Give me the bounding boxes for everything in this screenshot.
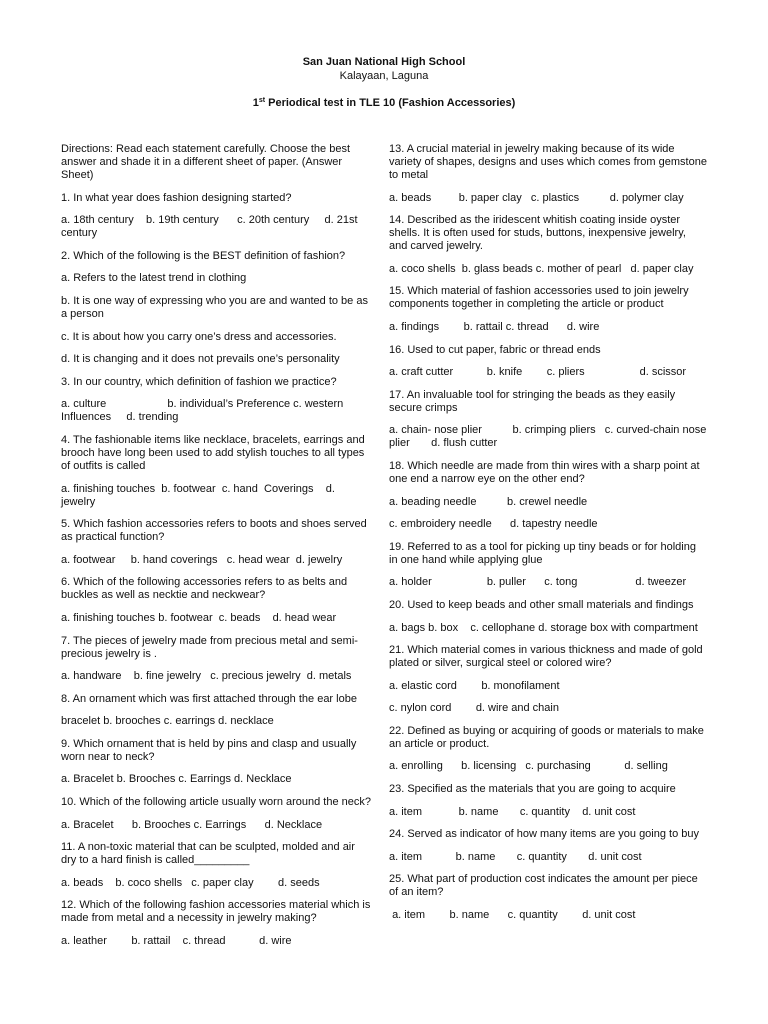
choices-11: a. beads b. coco shells c. paper clay d. seeds xyxy=(61,876,320,889)
question-18: 18. Which needle are made from thin wires with a sharp point at one end a narrow eye on the other end? xyxy=(389,459,703,485)
choices-25: a. item b. name c. quantity d. unit cost xyxy=(389,909,636,922)
question-10: 10. Which of the following article usually worn around the neck? xyxy=(61,796,372,809)
choices-7: a. handware b. fine jewelry c. precious jewelry d. metals xyxy=(61,670,352,683)
question-15: 15. Which material of fashion accessories used to join jewelry components together in completing the article or product xyxy=(389,285,692,311)
question-24: 24. Served as indicator of how many items are you going to buy xyxy=(389,828,700,841)
question-5: 5. Which fashion accessories refers to boots and shoes served as practical function? xyxy=(61,518,370,544)
choices-13: a. beads b. paper clay c. plastics d. polymer clay xyxy=(389,191,684,204)
question-19: 19. Referred to as a tool for picking up tiny beads or for holding in one hand while applying glue xyxy=(389,540,700,566)
question-25: 25. What part of production cost indicates the amount per piece of an item? xyxy=(389,873,701,899)
choices-12: a. leather b. rattail c. thread d. wire xyxy=(61,935,292,948)
choices-22: a. enrolling b. licensing c. purchasing d. selling xyxy=(389,760,668,773)
choices-14: a. coco shells b. glass beads c. mother of pearl d. paper clay xyxy=(389,262,694,275)
choices-3: a. culture b. individual’s Preference c. western Influences d. trending xyxy=(61,398,347,424)
question-21: 21. Which material comes in various thickness and made of gold plated or silver, surgical steel or colored wire? xyxy=(389,644,706,670)
question-3: 3. In our country, which definition of fashion we practice? xyxy=(61,375,337,388)
choice-2a: a. Refers to the latest trend in clothing xyxy=(61,272,247,285)
choices-18-cd: c. embroidery needle d. tapestry needle xyxy=(389,518,598,531)
question-22: 22. Defined as buying or acquiring of goods or materials to make an article or product. xyxy=(389,724,707,750)
choice-2d: d. It is changing and it does not prevails one’s personality xyxy=(61,353,340,366)
question-20: 20. Used to keep beads and other small materials and findings xyxy=(389,598,694,611)
question-23: 23. Specified as the materials that you are going to acquire xyxy=(389,783,676,796)
question-1: 1. In what year does fashion designing started? xyxy=(61,191,292,204)
choice-2b: b. It is one way of expressing who you are and wanted to be as a person xyxy=(61,294,372,320)
title-ordinal-suffix: st xyxy=(258,97,266,104)
question-9: 9. Which ornament that is held by pins and clasp and usually worn near to neck? xyxy=(61,737,360,763)
directions: Directions: Read each statement carefully. Choose the best answer and shade it in a different sheet of paper. (Answer Sheet) xyxy=(61,143,354,181)
question-12: 12. Which of the following fashion accessories material which is made from metal and a necessity in jewelry making? xyxy=(61,899,374,925)
choices-8: bracelet b. brooches c. earrings d. necklace xyxy=(61,715,274,728)
choices-9: a. Bracelet b. Brooches c. Earrings d. Necklace xyxy=(61,773,292,786)
question-14: 14. Described as the iridescent whitish coating inside oyster shells. It is often used for studs, buttons, inexpensive jewelry, and carved jewelry. xyxy=(389,214,690,253)
choices-21-ab: a. elastic cord b. monofilament xyxy=(389,679,560,692)
school-name: San Juan National High School xyxy=(302,56,466,68)
title-number: 1 xyxy=(252,97,259,109)
right-column xyxy=(389,143,710,932)
question-16: 16. Used to cut paper, fabric or thread ends xyxy=(389,343,601,356)
choices-20: a. bags b. box c. cellophane d. storage box with compartment xyxy=(389,621,698,634)
choices-23: a. item b. name c. quantity d. unit cost xyxy=(389,805,636,818)
title-text: Periodical test in TLE 10 (Fashion Accessories) xyxy=(265,97,516,109)
choices-21-cd: c. nylon cord d. wire and chain xyxy=(389,702,559,715)
choices-10: a. Bracelet b. Brooches c. Earrings d. Necklace xyxy=(61,818,323,831)
choices-24: a. item b. name c. quantity d. unit cost xyxy=(389,850,642,863)
test-title xyxy=(0,97,768,109)
question-2: 2. Which of the following is the BEST definition of fashion? xyxy=(61,249,346,262)
choices-17: a. chain- nose plier b. crimping pliers c. curved-chain nose plier d. flush cutter xyxy=(389,424,710,450)
question-6: 6. Which of the following accessories refers to as belts and buckles as well as necktie and neckwear? xyxy=(61,576,351,602)
question-17: 17. An invaluable tool for stringing the beads as they easily secure crimps xyxy=(389,388,679,414)
choices-19: a. holder b. puller c. tong d. tweezer xyxy=(389,576,687,589)
question-7: 7. The pieces of jewelry made from precious metal and semi-precious jewelry is . xyxy=(61,634,358,660)
choices-15: a. findings b. rattail c. thread d. wire xyxy=(389,320,600,333)
choices-1: a. 18th century b. 19th century c. 20th century d. 21st century xyxy=(61,214,361,240)
left-column xyxy=(61,143,374,958)
choices-18-ab: a. beading needle b. crewel needle xyxy=(389,495,588,508)
choices-16: a. craft cutter b. knife c. pliers d. scissor xyxy=(389,366,687,379)
choices-4: a. finishing touches b. footwear c. hand Coverings d. jewelry xyxy=(61,482,338,508)
question-11: 11. A non-toxic material that can be sculpted, molded and air dry to a hard finish is called_________ xyxy=(61,841,358,867)
choice-2c: c. It is about how you carry one’s dress and accessories. xyxy=(61,330,337,343)
choices-6: a. finishing touches b. footwear c. beads d. head wear xyxy=(61,611,337,624)
question-4: 4. The fashionable items like necklace, bracelets, earrings and brooch have long been used to add stylish touches to all types of outfits is called xyxy=(61,433,368,472)
school-location: Kalayaan, Laguna xyxy=(339,70,429,82)
question-8: 8. An ornament which was first attached through the ear lobe xyxy=(61,692,357,705)
choices-5: a. footwear b. hand coverings c. head wear d. jewelry xyxy=(61,553,343,566)
question-13: 13. A crucial material in jewelry making because of its wide variety of shapes, designs and uses which comes from gemstone to metal xyxy=(389,143,710,181)
